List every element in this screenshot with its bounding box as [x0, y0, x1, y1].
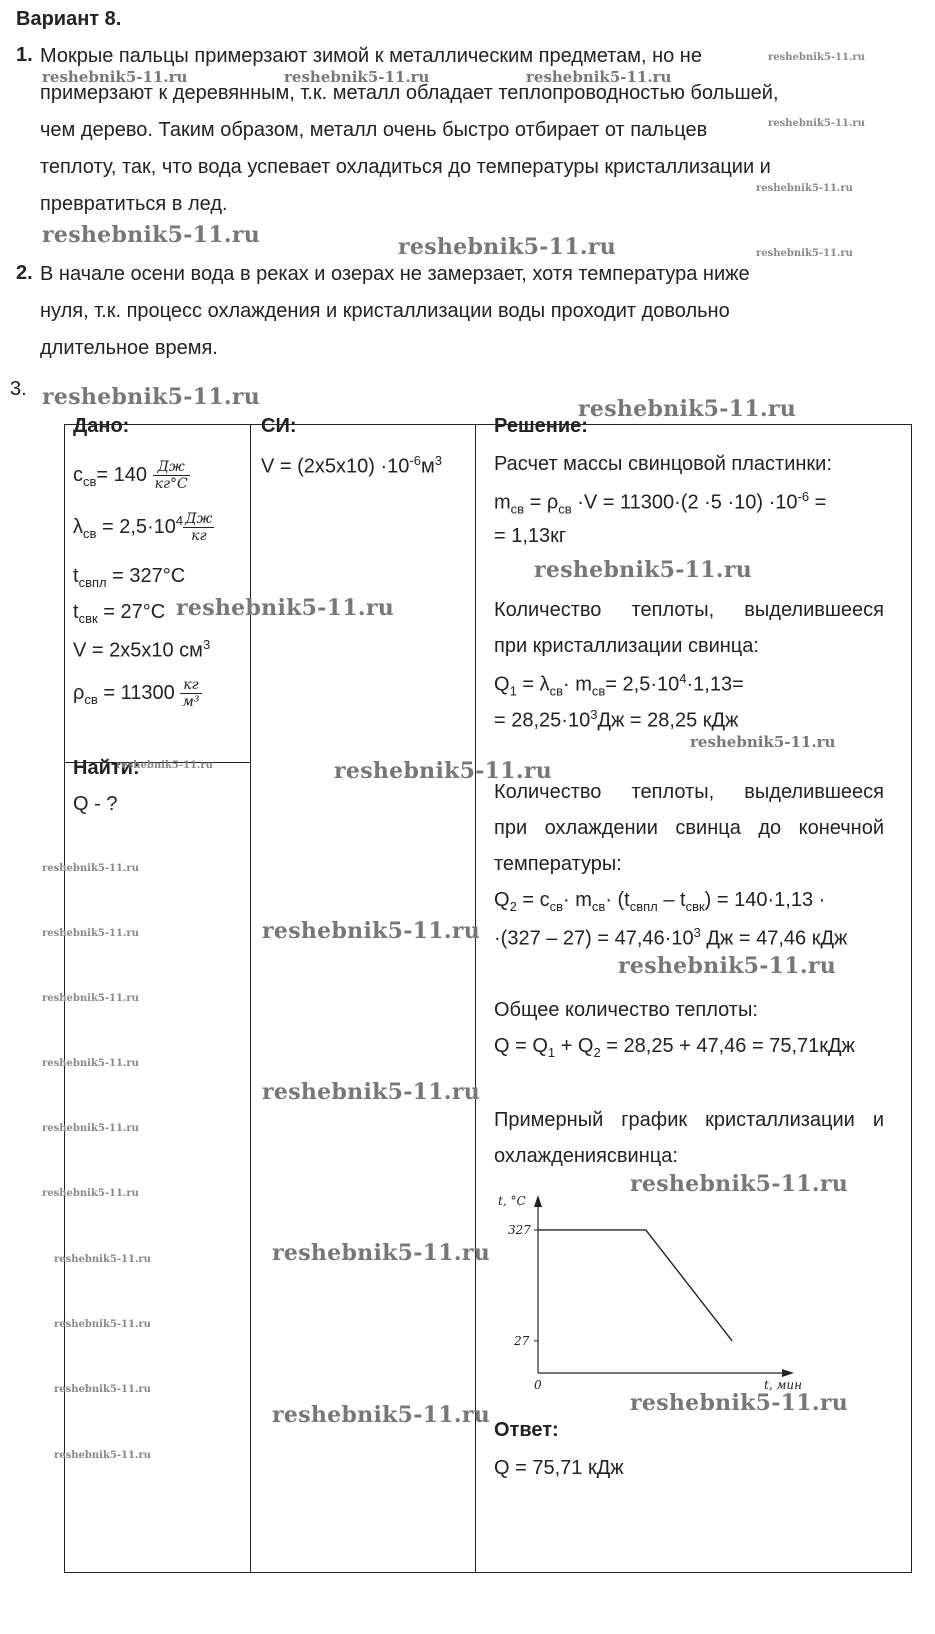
watermark: reshebnik5-11.ru — [42, 928, 139, 939]
series-line — [538, 1230, 732, 1341]
y-tick-label-27: 27 — [514, 1333, 530, 1348]
watermark: reshebnik5-11.ru — [272, 1240, 491, 1266]
question-2-number: 2. — [16, 262, 33, 284]
text-line: чем дерево. Таким образом, металл очень быстро отбирает от пальцев — [40, 119, 708, 141]
watermark: reshebnik5-11.ru — [176, 595, 395, 621]
given-cell — [65, 415, 251, 763]
x-tick-label-0: 0 — [534, 1378, 542, 1392]
watermark: reshebnik5-11.ru — [54, 1254, 151, 1265]
mass-formula: $m_{св} = \rho_{св} \cdot V = 11300\cdot(2 \cdot 5 \cdot 10) \cdot 10^{-6}$ = — [494, 489, 827, 517]
watermark: reshebnik5-11.ru — [578, 396, 797, 422]
given-t-final: $t_{свк} = 27^\circ C$ — [73, 601, 166, 626]
watermark: reshebnik5-11.ru — [756, 183, 853, 194]
q1-formula: $Q_1 = \lambda_{св}\cdot m_{св}= 2,5\cdot 10^4\cdot 1,13=$ — [494, 671, 744, 699]
watermark: reshebnik5-11.ru — [42, 993, 139, 1004]
x-axis-arrow — [782, 1369, 794, 1377]
q2-title-line3: температуры: — [494, 853, 622, 875]
given-t-melt: $t_{свпл} = 327^\circ C$ — [73, 565, 186, 590]
y-tick-label-327: 327 — [508, 1222, 531, 1237]
watermark: reshebnik5-11.ru — [534, 557, 753, 583]
si-volume: $V = (2x5x10) \cdot 10^{-6}м^3$ — [261, 453, 442, 478]
answer-value: Q = 75,71 кДж — [494, 1457, 624, 1479]
q1-result: = $28,25\cdot 10^3Дж = 28,25$ кДж — [494, 707, 739, 732]
solution-header: Решение: — [494, 415, 588, 437]
x-axis-label: t, мин — [764, 1378, 803, 1392]
text-line: длительное время. — [40, 337, 218, 359]
watermark: reshebnik5-11.ru — [526, 68, 672, 86]
q1-title-line2: при кристаллизации свинца: — [494, 635, 759, 657]
text-line: примерзают к деревянным, т.к. металл обладает теплопроводностью большей, — [40, 82, 779, 104]
watermark: reshebnik5-11.ru — [54, 1319, 151, 1330]
find-text: Q - ? — [73, 793, 118, 815]
watermark: reshebnik5-11.ru — [618, 953, 837, 979]
watermark: reshebnik5-11.ru — [630, 1171, 849, 1197]
cooling-chart — [496, 1187, 816, 1397]
graph-title-line2: охлаждениясвинца: — [494, 1145, 678, 1167]
question-2-text — [40, 256, 750, 367]
watermark: reshebnik5-11.ru — [272, 1402, 491, 1428]
watermark: reshebnik5-11.ru — [42, 1058, 139, 1069]
watermark: reshebnik5-11.ru — [54, 1384, 151, 1395]
given-volume: V = 2x5x10 $см^3$ — [73, 637, 211, 662]
page-title: Вариант 8. — [16, 8, 122, 30]
question-3-number: 3. — [10, 378, 27, 400]
given-c: $c_{св}= 140$ $\frac{Дж}{кг^\circ C}$ — [73, 459, 188, 492]
watermark: reshebnik5-11.ru — [262, 1079, 481, 1105]
watermark: reshebnik5-11.ru — [42, 68, 188, 86]
q2-title-line2: при охлаждении свинца до конечной — [494, 817, 884, 839]
find-header: Найти: — [73, 757, 140, 779]
watermark: reshebnik5-11.ru — [756, 248, 853, 259]
question-1-text — [40, 38, 779, 223]
given-density: $\rho_{св} = 11300$ $\frac{кг}{\text{м³}}$ — [73, 677, 200, 710]
given-lambda: $\lambda_{св} = 2,5\cdot 10^4$ $\frac{Дж}{кг}$ — [73, 511, 213, 544]
watermark: reshebnik5-11.ru — [42, 1123, 139, 1134]
text-line: теплоту, так, что вода успевает охладиться до температуры кристаллизации и — [40, 156, 771, 178]
watermark: reshebnik5-11.ru — [284, 68, 430, 86]
rho-unit-fraction: $\frac{кг}{\text{м³}}$ — [182, 677, 200, 710]
lambda-unit-fraction: $\frac{Дж}{кг}$ — [185, 511, 213, 544]
text-line: нуля, т.к. процесс охлаждения и кристаллизации воды проходит довольно — [40, 300, 730, 322]
mass-title: Расчет массы свинцовой пластинки: — [494, 453, 832, 475]
total-title: Общее количество теплоты: — [494, 999, 758, 1021]
watermark: reshebnik5-11.ru — [768, 118, 865, 129]
c-unit-fraction: $\frac{Дж}{кг^\circ C}$ — [154, 459, 188, 492]
si-header: СИ: — [261, 415, 297, 437]
given-header: Дано: — [73, 415, 130, 437]
text-line: Мокрые пальцы примерзают зимой к металлическим предметам, но не — [40, 45, 702, 67]
q1-title-line1: Количество теплоты, выделившееся — [494, 599, 884, 621]
question-1-number: 1. — [16, 44, 33, 66]
q2-result: $\cdot(327 - 27) = 47,46\cdot 10^3$ Дж = 47,46 кДж — [494, 925, 848, 950]
watermark: reshebnik5-11.ru — [768, 52, 865, 63]
watermark: reshebnik5-11.ru — [334, 758, 553, 784]
mass-result: = 1,13кг — [494, 525, 567, 547]
watermark: reshebnik5-11.ru — [42, 222, 261, 248]
watermark: reshebnik5-11.ru — [690, 733, 836, 751]
watermark: reshebnik5-11.ru — [54, 1450, 151, 1461]
q2-title-line1: Количество теплоты, выделившееся — [494, 781, 884, 803]
watermark: reshebnik5-11.ru — [116, 760, 213, 771]
watermark: reshebnik5-11.ru — [630, 1390, 849, 1416]
watermark: reshebnik5-11.ru — [262, 918, 481, 944]
graph-title-line1: Примерный график кристаллизации и — [494, 1109, 884, 1131]
text-line: В начале осени вода в реках и озерах не замерзает, хотя температура ниже — [40, 263, 750, 285]
y-axis-label: t, °C — [498, 1194, 526, 1208]
watermark: reshebnik5-11.ru — [398, 234, 617, 260]
text-line: превратиться в лед. — [40, 193, 228, 215]
answer-header: Ответ: — [494, 1419, 559, 1441]
watermark: reshebnik5-11.ru — [42, 384, 261, 410]
q2-formula: $Q_2 = c_{св}\cdot m_{св}\cdot (t_{свпл} - t_{свк}) = 140\cdot 1,13$ · — [494, 889, 826, 914]
total-formula: $Q = Q_1 + Q_2 = 28,25 + 47,46 = 75,71кДж$ — [494, 1035, 855, 1060]
watermark: reshebnik5-11.ru — [42, 1188, 139, 1199]
watermark: reshebnik5-11.ru — [42, 863, 139, 874]
y-axis-arrow — [534, 1195, 542, 1207]
